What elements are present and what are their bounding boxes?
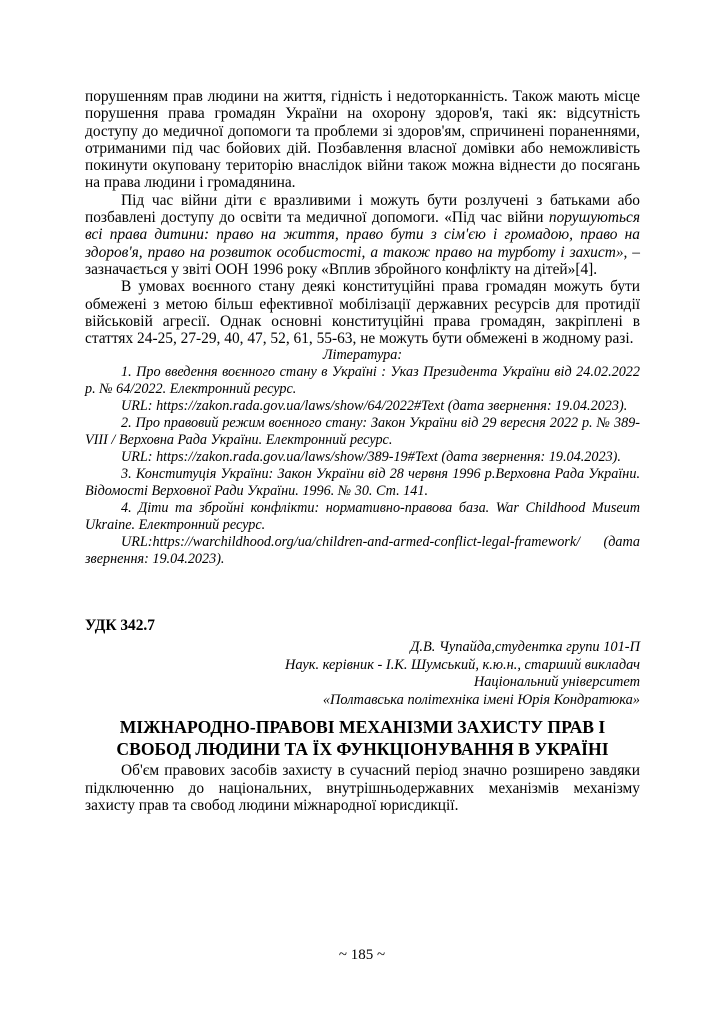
article-title: МІЖНАРОДНО-ПРАВОВІ МЕХАНІЗМИ ЗАХИСТУ ПРАВ І СВОБОД ЛЮДИНИ ТА ЇХ ФУНКЦІОНУВАННЯ В УКРАЇНІ [116,717,609,759]
reference-url: URL: https://zakon.rada.gov.ua/laws/show/389-19#Text (дата звернення: 19.04.2023). [121,449,621,466]
reference-item: 4. Діти та збройні конфлікти: нормативно-правова база. War Childhood Museum Ukraine. Електронний ресурс. [85,500,640,534]
paragraph-text-tail: зазначається у звіті ООН 1996 року «Вплив збройного конфлікту на дітей»[4]. [85,260,598,278]
reference-item: 1. Про введення воєнного стану в Україні : Указ Президента України від 24.02.2022 р. № 64/2022. Електронний ресурс. [85,364,640,398]
udk-code: УДК 342.7 [85,617,155,635]
institution-line: Національний університет [473,674,640,691]
paragraph-children-in-war [85,192,640,278]
reference-list [85,364,640,568]
paragraph-text-lead: Під час війни діти є вразливими і можуть бути розлучені з батьками або позбавлені доступу до освіти та медичної допомоги. «Під час війни [85,191,640,227]
reference-url: URL: https://zakon.rada.gov.ua/laws/show/64/2022#Text (дата звернення: 19.04.2023). [121,398,628,415]
paragraph-article-opening: Об'єм правових засобів захисту в сучасний період значно розширено завдяки підключенню до національних, внутрішньодержавних механізмів механізму захисту прав та свобод людини міжнародної юрисдикції. [85,762,640,815]
article-end-section [85,88,640,568]
author-name: Д.В. Чупайда,студентка групи 101-П [410,639,640,656]
page-number: ~ 185 ~ [338,947,386,963]
literature-heading: Література: [322,347,403,364]
paragraph-constitutional-rights: В умовах воєнного стану деякі конституційні права громадян можуть бути обмежені з метою більш ефективної мобілізації державних ресурсів для протидії військовій агресії. Однак основні конституційні права громадян, закріплені в статтях 24-25, 27-29, 40, 47, 52, 61, 55-63, не можуть бути обмежені в жодному разі. [85,278,640,348]
supervisor-name: Наук. керівник - І.К. Шумський, к.ю.н., старший викладач [284,656,640,673]
next-article-section [85,617,640,814]
author-block [85,639,640,709]
reference-item: 2. Про правовий режим воєнного стану: Закон України від 29 вересня 2022 р. № 389-VIII / Верховна Рада України. Електронний ресурс. [85,415,640,449]
paragraph-human-rights-violations: порушенням прав людини на життя, гідність і недоторканність. Також мають місце порушення права громадян України на охорону здоров'я, такі як: відсутність доступу до медичної допомоги та проблеми зі здоров'ям, спричинені пораненнями, отриманими під час бойових дій. Позбавлення власної домівки або неможливість покинути окуповану територію внаслідок війни також можна віднести до посягань на права людини і громадянина. [85,88,640,192]
reference-item: 3. Конституція України: Закон України від 28 червня 1996 р.Верховна Рада України. Відомості Верховної Ради України. 1996. № 30. Ст. 141. [85,466,640,500]
un-report-quote: порушуються всі права дитини: право на життя, право бути з сім'єю і громадою, право на здоров'я, право на розвиток особистості, а також право на турботу і захист», – [85,209,640,261]
reference-url: URL:https://warchildhood.org/ua/children-and-armed-conflict-legal-framework/ (дата звернення: 19.04.2023). [85,534,640,568]
institution-line: «Полтавська політехніка імені Юрія Кондратюка» [322,691,640,708]
